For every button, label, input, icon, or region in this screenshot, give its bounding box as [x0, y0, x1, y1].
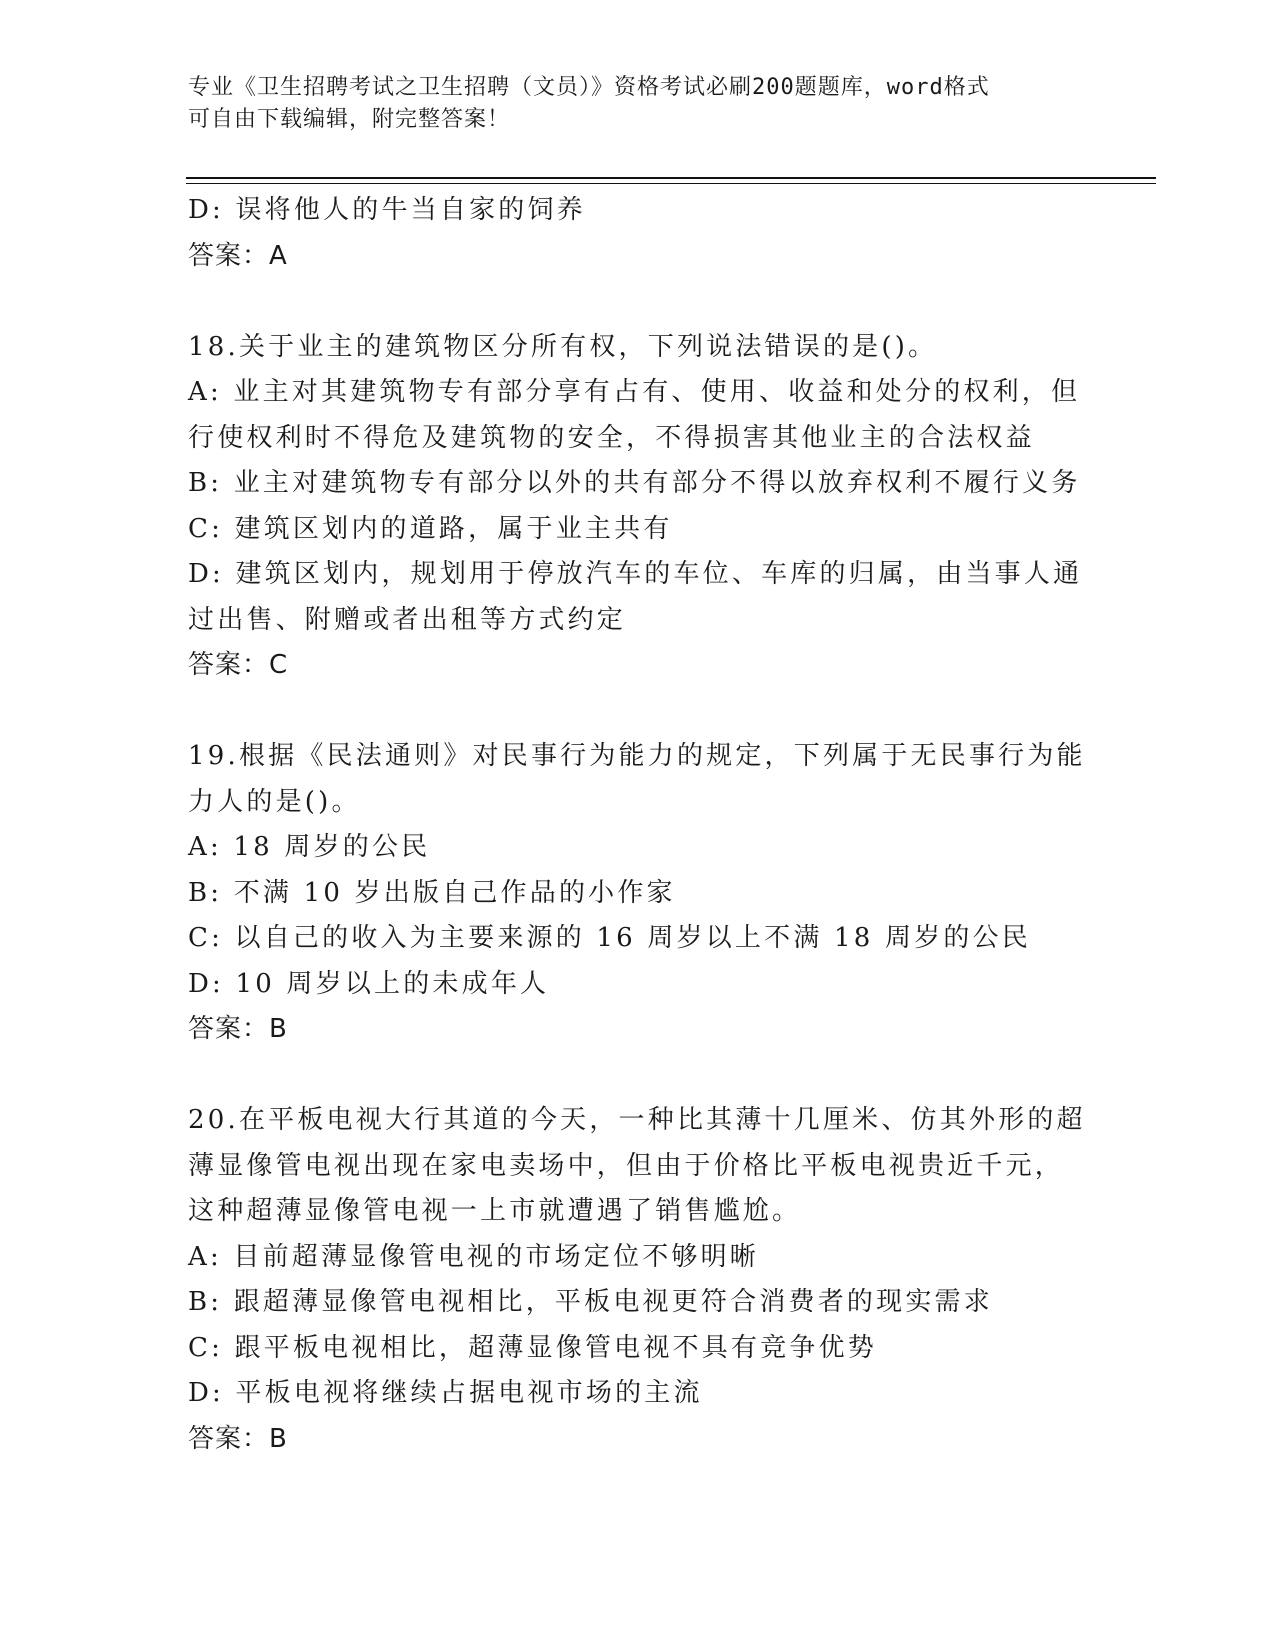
- prev-question-tail: [188, 188, 1088, 279]
- option-c: C: 建筑区划内的道路，属于业主共有: [188, 513, 673, 544]
- option-c: C: 跟平板电视相比，超薄显像管电视不具有竞争优势: [188, 1332, 877, 1363]
- question-20: [188, 1098, 1088, 1462]
- question-stem-cont: 这种超薄显像管电视一上市就遭遇了销售尴尬。: [188, 1196, 802, 1226]
- option-c: C: 以自己的收入为主要来源的 16 周岁以上不满 18 周岁的公民: [188, 923, 1031, 953]
- question-list: [188, 188, 1088, 1462]
- document-header: [188, 72, 1068, 136]
- option-b: B: 业主对建筑物专有部分以外的共有部分不得以放弃权利不履行义务: [188, 468, 1081, 498]
- spacer: [188, 279, 1088, 325]
- question-stem-cont: 薄显像管电视出现在家电卖场中，但由于价格比平板电视贵近千元，: [188, 1150, 1065, 1181]
- spacer: [188, 1053, 1088, 1099]
- option-d: D: 10 周岁以上的未成年人: [188, 968, 550, 999]
- option-d: D: 建筑区划内，规划用于停放汽车的车位、车库的归属，由当事人通: [188, 559, 1083, 589]
- option-a: A: 目前超薄显像管电视的市场定位不够明晰: [188, 1241, 760, 1272]
- option-a: A: 业主对其建筑物专有部分享有占有、使用、收益和处分的权利，但: [188, 377, 1081, 407]
- question-stem-cont: 力人的是()。: [188, 786, 361, 817]
- question-19: [188, 734, 1088, 1053]
- option-b: B: 不满 10 岁出版自己作品的小作家: [188, 877, 676, 908]
- header-line-1: 专业《卫生招聘考试之卫生招聘（文员）》资格考试必刷200题题库，word格式: [188, 75, 990, 100]
- option-d: D: 平板电视将继续占据电视市场的主流: [188, 1378, 703, 1408]
- option-d-cont: 过出售、附赠或者出租等方式约定: [188, 604, 627, 635]
- answer-line: 答案：B: [188, 1423, 288, 1454]
- option-a: A: 18 周岁的公民: [188, 832, 431, 862]
- question-stem: 18.关于业主的建筑物区分所有权，下列说法错误的是()。: [188, 331, 938, 362]
- answer-line: 答案：A: [188, 240, 288, 271]
- spacer: [188, 689, 1088, 735]
- header-divider-thin: [186, 183, 1156, 184]
- question-stem: 20.在平板电视大行其道的今天，一种比其薄十几厘米、仿其外形的超: [188, 1105, 1086, 1135]
- header-line-2: 可自由下载编辑，附完整答案！: [188, 107, 511, 132]
- answer-line: 答案：C: [188, 650, 289, 680]
- answer-line: 答案：B: [188, 1014, 288, 1044]
- option-d: D: 误将他人的牛当自家的饲养: [188, 195, 586, 225]
- option-a-cont: 行使权利时不得危及建筑物的安全，不得损害其他业主的合法权益: [188, 422, 1035, 453]
- header-divider-thick: [186, 177, 1156, 179]
- option-b: B: 跟超薄显像管电视相比，平板电视更符合消费者的现实需求: [188, 1287, 993, 1317]
- question-18: [188, 325, 1088, 689]
- question-stem: 19.根据《民法通则》对民事行为能力的规定，下列属于无民事行为能: [188, 741, 1086, 771]
